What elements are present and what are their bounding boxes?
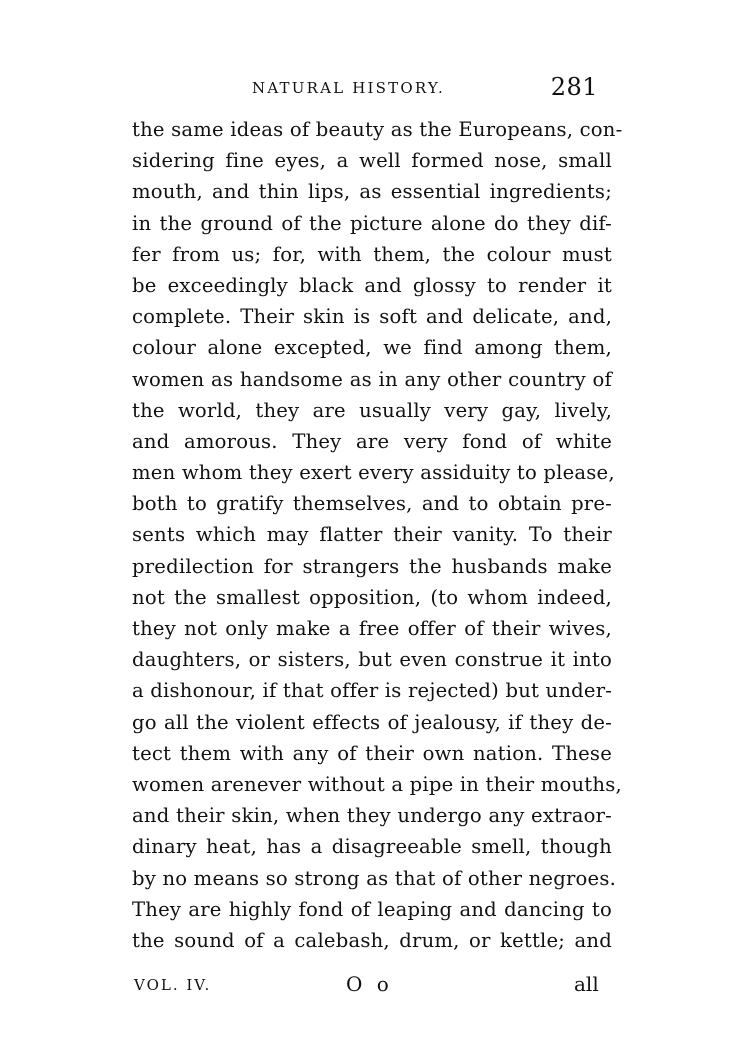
text-line: women arenever without a pipe in their mouths, [132, 772, 622, 796]
text-line: be exceedingly black and glossy to render it [132, 273, 612, 297]
text-line: sents which may flatter their vanity. To their [132, 523, 612, 547]
text-line: in the ground of the picture alone do they dif- [132, 211, 612, 235]
text-line: predilection for strangers the husbands make [132, 554, 612, 578]
text-line: tect them with any of their own nation. These [132, 741, 612, 765]
text-line: daughters, or sisters, but even construe it into [132, 648, 612, 672]
text-line: fer from us; for, with them, the colour must [132, 242, 612, 266]
body-text [132, 114, 623, 956]
text-line: the world, they are usually very gay, lively, [132, 398, 612, 422]
volume-label: VOL. IV. [134, 976, 212, 994]
text-line: and amorous. They are very fond of white [132, 429, 612, 453]
text-line: a dishonour, if that offer is rejected) but under- [132, 679, 613, 703]
signature-mark: O o [346, 972, 393, 996]
text-line: not the smallest opposition, (to whom indeed, [132, 585, 612, 609]
text-line: colour alone excepted, we find among them, [132, 336, 612, 360]
text-line: mouth, and thin lips, as essential ingredients; [132, 180, 612, 204]
catchword: all [574, 972, 599, 996]
text-line: go all the violent effects of jealousy, if they de- [132, 710, 612, 734]
running-head [0, 75, 750, 105]
text-line: complete. Their skin is soft and delicate, and, [132, 305, 612, 329]
text-line: both to gratify themselves, and to obtain pre- [132, 492, 612, 516]
page-number: 281 [550, 73, 598, 101]
text-line: the sound of a calebash, drum, or kettle; and [132, 928, 612, 952]
page-footer [0, 972, 750, 1002]
text-line: the same ideas of beauty as the Europeans, con- [132, 118, 623, 141]
text-line: dinary heat, has a disagreeable smell, though [132, 835, 612, 859]
text-line: sidering fine eyes, a well formed nose, small [132, 149, 612, 173]
text-line: by no means so strong as that of other negroes. [132, 866, 617, 890]
text-line: women as handsome as in any other country of [132, 367, 612, 391]
text-line: They are highly fond of leaping and dancing to [132, 897, 612, 921]
running-title: NATURAL HISTORY. [252, 79, 445, 97]
text-line: they not only make a free offer of their wives, [132, 617, 612, 640]
text-line: men whom they exert every assiduity to please, [132, 461, 615, 485]
text-line: and their skin, when they undergo any extraor- [132, 804, 612, 828]
